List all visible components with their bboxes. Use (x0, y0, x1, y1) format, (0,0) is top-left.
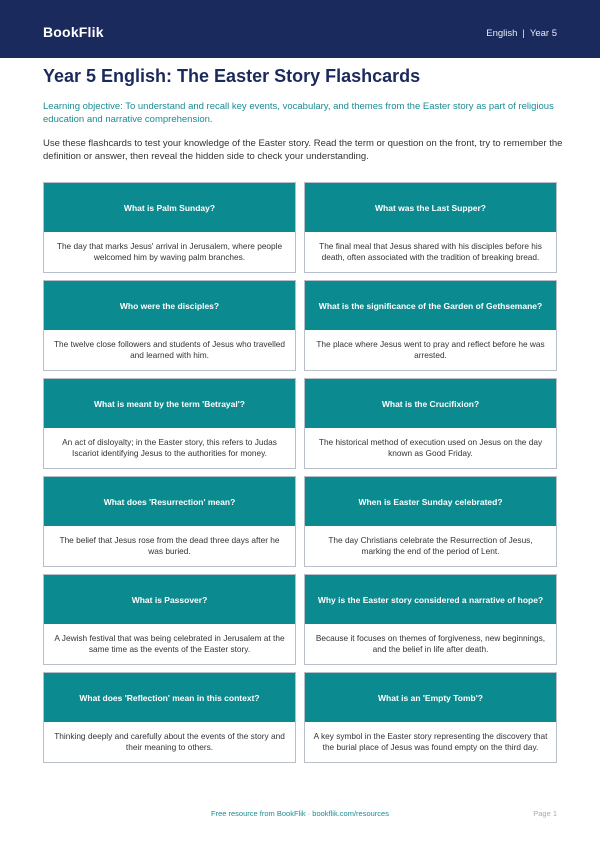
flashcard[interactable] (43, 182, 296, 273)
flashcard-back: The historical method of execution used on Jesus on the day known as Good Friday. (318, 437, 543, 458)
flashcard-back: The day Christians celebrate the Resurrection of Jesus, marking the end of the period of Lent. (328, 535, 533, 556)
intro-text: Use these flashcards to test your knowledge of the Easter story. Read the term or question on the front, try to remember the definition or answer, then reveal the hidden side to check your understanding. (43, 138, 563, 162)
flashcard[interactable] (304, 574, 557, 665)
flashcard[interactable] (43, 378, 296, 469)
flashcard[interactable] (304, 672, 557, 763)
header-bar (0, 0, 600, 58)
flashcard-front: What is Passover? (44, 575, 295, 624)
footer-resource-link[interactable]: Free resource from BookFlik · bookflik.com/resources (211, 809, 389, 818)
learning-objective: Learning objective: To understand and recall key events, vocabulary, and themes from the Easter story as part of religious education and narrative comprehension. (43, 101, 554, 125)
flashcard-front: What was the Last Supper? (305, 183, 556, 232)
flashcard-back: A Jewish festival that was being celebrated in Jerusalem at the same time as the events of the Easter story. (54, 633, 285, 654)
flashcard[interactable] (43, 574, 296, 665)
flashcard-back: The final meal that Jesus shared with his disciples before his death, often associated with the tradition of breaking bread. (319, 241, 542, 262)
flashcard-grid (43, 182, 557, 763)
flashcard-front: What is meant by the term 'Betrayal'? (44, 379, 295, 428)
flashcard-back: The twelve close followers and students of Jesus who travelled and learned with him. (53, 339, 286, 360)
flashcard-front: When is Easter Sunday celebrated? (305, 477, 556, 526)
page-number: Page 1 (533, 809, 557, 818)
flashcard-back: The day that marks Jesus' arrival in Jerusalem, where people welcomed him by waving palm branches. (56, 241, 283, 262)
flashcard-back: Thinking deeply and carefully about the events of the story and their meaning to others. (54, 731, 285, 752)
breadcrumb-separator: | (522, 28, 525, 39)
breadcrumb-subject[interactable]: English (486, 28, 518, 39)
flashcard[interactable] (43, 476, 296, 567)
flashcard-back: A key symbol in the Easter story representing the discovery that the burial place of Jesus was found empty on the third day. (313, 731, 548, 752)
breadcrumb-year[interactable]: Year 5 (529, 28, 557, 39)
flashcard[interactable] (43, 280, 296, 371)
flashcard[interactable] (43, 672, 296, 763)
flashcard[interactable] (304, 280, 557, 371)
flashcard[interactable] (304, 476, 557, 567)
flashcard-back: An act of disloyalty; in the Easter story, this refers to Judas Iscariot identifying Jesus to the authorities for money. (62, 437, 277, 458)
flashcard-back: Because it focuses on themes of forgiveness, new beginnings, and the belief in life after death. (315, 633, 546, 654)
flashcard-front: Why is the Easter story considered a narrative of hope? (305, 575, 556, 624)
flashcard[interactable] (304, 182, 557, 273)
flashcard-front: What does 'Resurrection' mean? (44, 477, 295, 526)
flashcard-back: The place where Jesus went to pray and reflect before he was arrested. (316, 339, 545, 360)
page-title: Year 5 English: The Easter Story Flashcards (43, 66, 421, 86)
flashcard-front: Who were the disciples? (44, 281, 295, 330)
brand-logo[interactable]: BookFlik (43, 24, 104, 40)
flashcard-front: What is the significance of the Garden of Gethsemane? (305, 281, 556, 330)
flashcard-front: What is Palm Sunday? (44, 183, 295, 232)
flashcard-front: What is the Crucifixion? (305, 379, 556, 428)
flashcard[interactable] (304, 378, 557, 469)
flashcard-front: What does 'Reflection' mean in this context? (44, 673, 295, 722)
flashcard-front: What is an 'Empty Tomb'? (305, 673, 556, 722)
breadcrumb (486, 28, 557, 39)
flashcard-back: The belief that Jesus rose from the dead three days after he was buried. (59, 535, 280, 556)
